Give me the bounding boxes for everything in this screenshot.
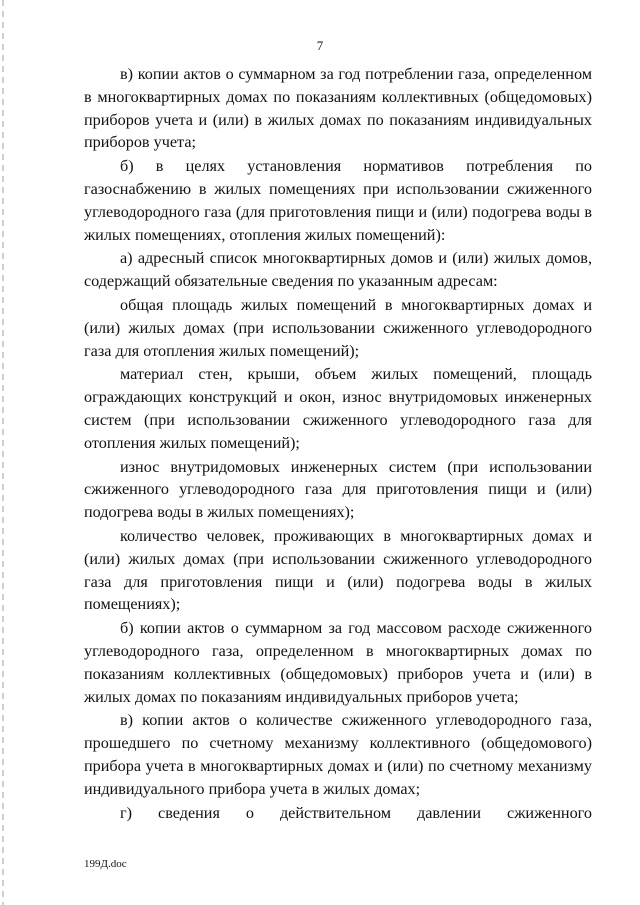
paragraph-address-list: а) адресный список многоквартирных домов и (или) жилых домов, содержащий обязательные сведения по указанным адресам: xyxy=(84,249,592,291)
paragraph-total-area: общая площадь жилых помещений в многоквартирных домах и (или) жилых домах (при использовании сжиженного углеводородного газа для отопления жилых помещений); xyxy=(84,295,592,360)
page-number: 7 xyxy=(316,38,324,53)
document-body xyxy=(84,63,592,824)
paragraph-gas-quantity-acts: в) копии актов о количестве сжиженного углеводородного газа, прошедшего по счетному механизму коллективного (общедомового) прибора учета в многоквартирных домах и (или) по счетному механизму индивидуального прибора учета в жилых домах; xyxy=(84,711,592,798)
scan-edge xyxy=(2,0,4,905)
paragraph-mass-consumption-acts: б) копии актов о суммарном за год массовом расходе сжиженного углеводородного газа, определенном в многоквартирных домах по показаниям коллективных (общедомовых) приборов учета и (или) в жилых домах по показаниям индивидуальных приборов учета; xyxy=(84,619,592,706)
file-name-footer: 199Д.doc xyxy=(84,858,127,870)
paragraph-systems-wear: износ внутридомовых инженерных систем (при использовании сжиженного углеводородного газа для приготовления пищи и (или) подогрева воды в жилых помещениях); xyxy=(84,457,592,522)
paragraph-copies-gas-consumption: в) копии актов о суммарном за год потреблении газа, определенном в многоквартирных домах по показаниям коллективных (общедомовых) приборов учета и (или) в жилых домах по показаниям индивидуальных приборов учета; xyxy=(84,65,592,152)
paragraph-wall-material: материал стен, крыши, объем жилых помещений, площадь ограждающих конструкций и окон, износ внутридомовых инженерных систем (при использовании сжиженного углеводородного газа для отопления жилых помещений); xyxy=(84,365,592,452)
paragraph-resident-count: количество человек, проживающих в многоквартирных домах и (или) жилых домах (при использовании сжиженного углеводородного газа для приготовления пищи и (или) подогрева воды в жилых помещениях); xyxy=(84,526,592,614)
paragraph-actual-pressure: г) сведения о действительном давлении сжиженного xyxy=(120,803,592,822)
paragraph-liquefied-gas-norms: б) в целях установления нормативов потребления по газоснабжению в жилых помещениях при использовании сжиженного углеводородного газа (для приготовления пищи и (или) подогрева воды в жилых помещениях, отопления жилых помещений): xyxy=(84,157,592,244)
